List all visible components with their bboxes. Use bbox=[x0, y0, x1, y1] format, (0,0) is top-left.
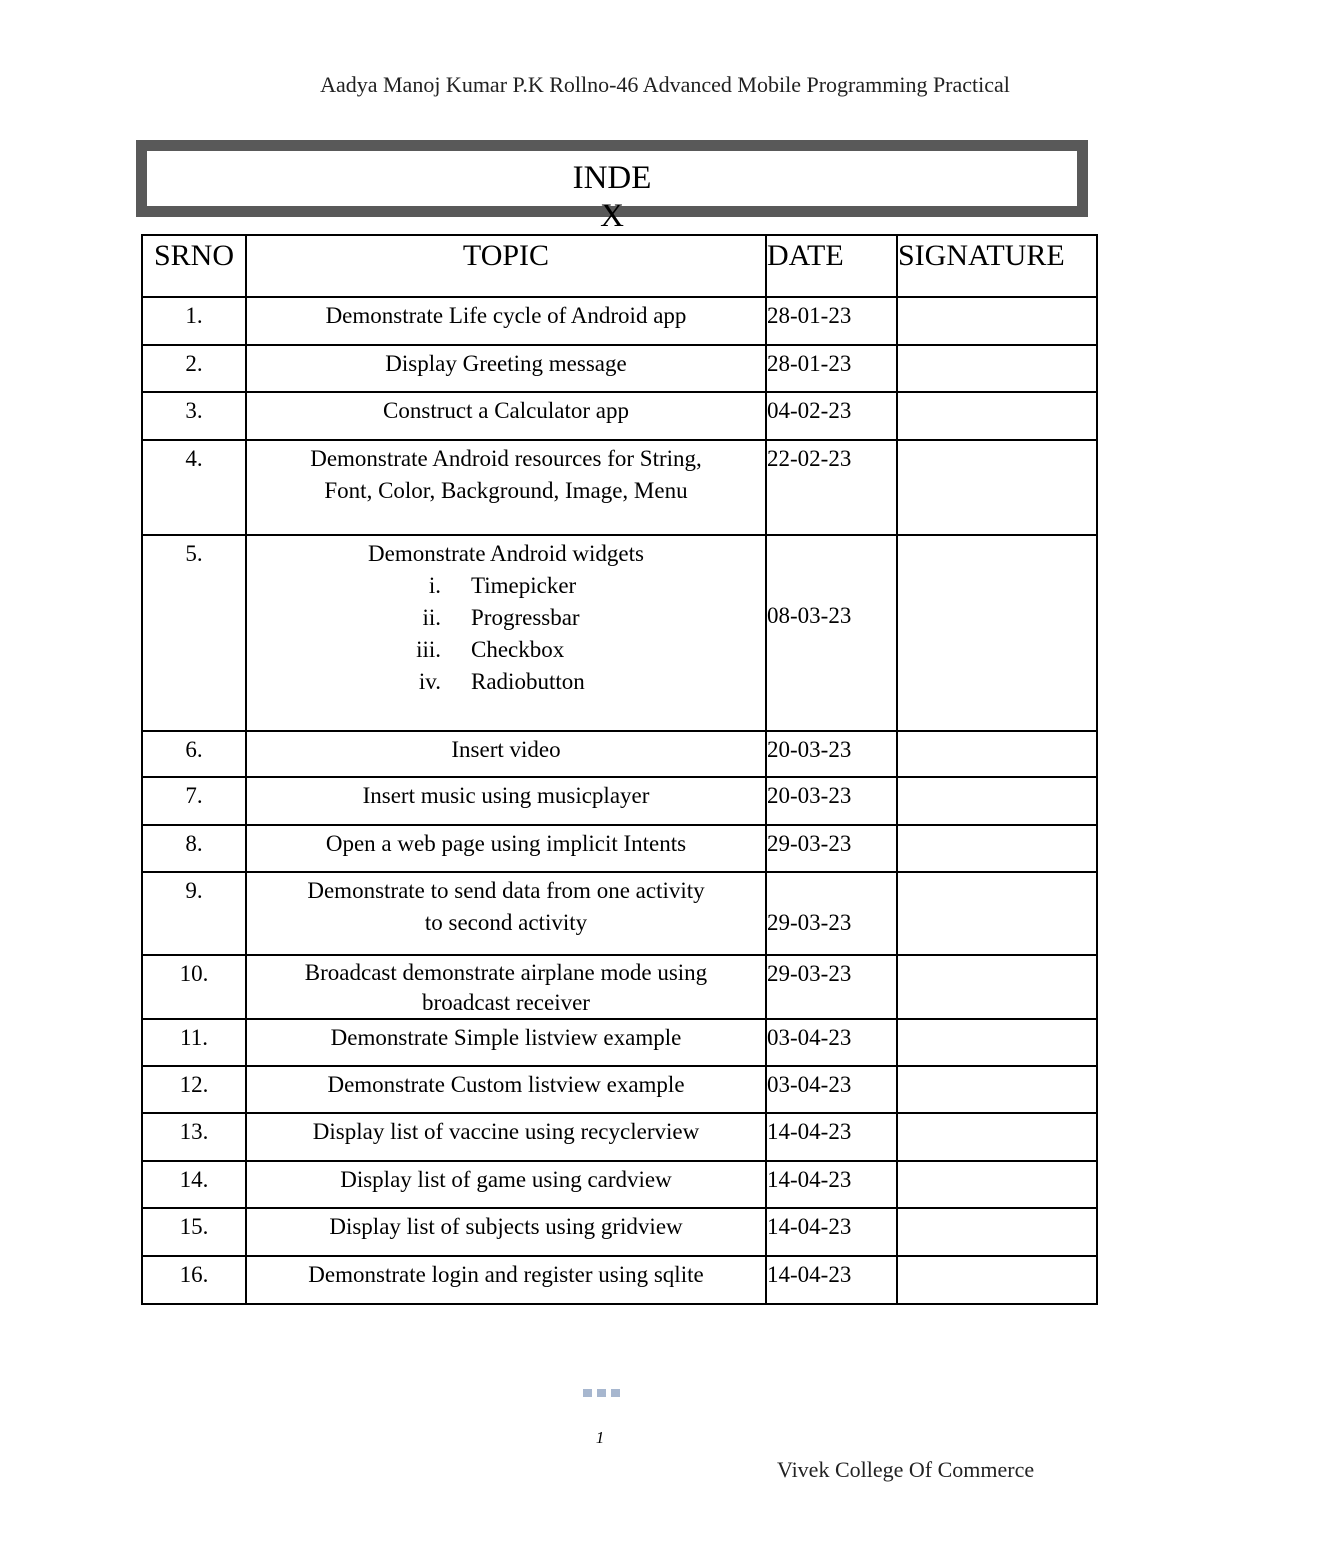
row-date: 14-04-23 bbox=[766, 1208, 897, 1256]
row-signature bbox=[897, 731, 1097, 777]
row-signature bbox=[897, 440, 1097, 535]
college-footer: Vivek College Of Commerce bbox=[777, 1457, 1035, 1482]
row-date: 03-04-23 bbox=[766, 1066, 897, 1113]
row-signature bbox=[897, 1019, 1097, 1066]
table-row bbox=[142, 345, 1097, 392]
header-srno: SRNO bbox=[142, 235, 246, 297]
row-srno: 4. bbox=[142, 440, 246, 535]
row-srno: 15. bbox=[142, 1208, 246, 1256]
row-date: 29-03-23 bbox=[766, 872, 897, 955]
header-topic: TOPIC bbox=[246, 235, 766, 297]
row-srno: 3. bbox=[142, 392, 246, 440]
row-date: 20-03-23 bbox=[766, 777, 897, 825]
row-date: 29-03-23 bbox=[766, 825, 897, 872]
row-topic: Display list of vaccine using recyclerview bbox=[246, 1113, 766, 1161]
row-date: 28-01-23 bbox=[766, 345, 897, 392]
row-srno: 8. bbox=[142, 825, 246, 872]
table-row bbox=[142, 731, 1097, 777]
row-signature bbox=[897, 297, 1097, 345]
list-number: i. bbox=[428, 573, 441, 598]
row-topic: Demonstrate Custom listview example bbox=[246, 1066, 766, 1113]
row-topic-line: Demonstrate Android resources for String, bbox=[310, 446, 702, 471]
row-srno: 2. bbox=[142, 345, 246, 392]
row-signature bbox=[897, 1208, 1097, 1256]
row-signature bbox=[897, 1113, 1097, 1161]
table-row bbox=[142, 1208, 1097, 1256]
table-row bbox=[142, 535, 1097, 731]
row-srno: 12. bbox=[142, 1066, 246, 1113]
row-topic: Construct a Calculator app bbox=[246, 392, 766, 440]
row-topic: Demonstrate login and register using sqlite bbox=[246, 1256, 766, 1304]
list-number: iv. bbox=[418, 669, 441, 694]
list-label: Radiobutton bbox=[471, 669, 585, 694]
row-signature bbox=[897, 345, 1097, 392]
row-topic: Display list of subjects using gridview bbox=[246, 1208, 766, 1256]
row-topic: Insert video bbox=[246, 731, 766, 777]
row-topic bbox=[246, 872, 766, 955]
row-topic-line: Font, Color, Background, Image, Menu bbox=[324, 478, 688, 503]
row-date: 03-04-23 bbox=[766, 1019, 897, 1066]
row-signature bbox=[897, 955, 1097, 1019]
table-row bbox=[142, 872, 1097, 955]
table-row bbox=[142, 1161, 1097, 1208]
row-srno: 7. bbox=[142, 777, 246, 825]
row-topic: Display Greeting message bbox=[246, 345, 766, 392]
row-topic: Demonstrate Simple listview example bbox=[246, 1019, 766, 1066]
widget-list-item bbox=[247, 570, 765, 602]
row-srno: 14. bbox=[142, 1161, 246, 1208]
running-header: Aadya Manoj Kumar P.K Rollno-46 Advanced Mobile Programming Practical bbox=[320, 72, 1010, 97]
row-signature bbox=[897, 1066, 1097, 1113]
row-date: 04-02-23 bbox=[766, 392, 897, 440]
row-signature bbox=[897, 1256, 1097, 1304]
row-topic: Display list of game using cardview bbox=[246, 1161, 766, 1208]
table-row bbox=[142, 1113, 1097, 1161]
row-srno: 6. bbox=[142, 731, 246, 777]
row-topic: Open a web page using implicit Intents bbox=[246, 825, 766, 872]
page-number: 1 bbox=[595, 1428, 605, 1447]
row-date: 22-02-23 bbox=[766, 440, 897, 535]
table-row bbox=[142, 1256, 1097, 1304]
list-number: ii. bbox=[422, 605, 441, 630]
table-row bbox=[142, 777, 1097, 825]
list-label: Timepicker bbox=[471, 573, 577, 598]
row-signature bbox=[897, 825, 1097, 872]
table-row bbox=[142, 1066, 1097, 1113]
row-topic bbox=[246, 440, 766, 535]
row-signature bbox=[897, 392, 1097, 440]
row-signature bbox=[897, 1161, 1097, 1208]
row-signature bbox=[897, 872, 1097, 955]
row-date: 14-04-23 bbox=[766, 1256, 897, 1304]
list-number: iii. bbox=[416, 637, 441, 662]
table-row bbox=[142, 1019, 1097, 1066]
table-header-row bbox=[142, 235, 1097, 297]
row-srno: 9. bbox=[142, 872, 246, 955]
header-signature: SIGNATURE bbox=[897, 235, 1097, 297]
row-topic-line: broadcast receiver bbox=[422, 990, 590, 1015]
row-date: 14-04-23 bbox=[766, 1161, 897, 1208]
row-topic bbox=[246, 955, 766, 1019]
row-date: 20-03-23 bbox=[766, 731, 897, 777]
row-signature bbox=[897, 777, 1097, 825]
row-srno: 16. bbox=[142, 1256, 246, 1304]
index-title: INDE bbox=[572, 160, 652, 196]
widget-list-item bbox=[247, 666, 765, 698]
row-topic: Insert music using musicplayer bbox=[246, 777, 766, 825]
widget-list bbox=[247, 570, 765, 698]
row-topic bbox=[246, 535, 766, 731]
row-srno: 11. bbox=[142, 1019, 246, 1066]
row-srno: 13. bbox=[142, 1113, 246, 1161]
table-row bbox=[142, 297, 1097, 345]
row-srno: 1. bbox=[142, 297, 246, 345]
index-table bbox=[141, 234, 1098, 1305]
row-date: 28-01-23 bbox=[766, 297, 897, 345]
row-topic-line: Demonstrate Android widgets bbox=[368, 541, 644, 566]
header-date: DATE bbox=[766, 235, 897, 297]
table-row bbox=[142, 392, 1097, 440]
separator-dots-icon bbox=[583, 1389, 620, 1397]
row-date: 08-03-23 bbox=[766, 535, 897, 731]
row-topic-line: Broadcast demonstrate airplane mode using bbox=[304, 960, 708, 985]
table-row bbox=[142, 825, 1097, 872]
list-label: Progressbar bbox=[471, 605, 580, 630]
row-srno: 10. bbox=[142, 955, 246, 1019]
index-title-box bbox=[136, 140, 1088, 234]
row-topic: Demonstrate Life cycle of Android app bbox=[246, 297, 766, 345]
table-row bbox=[142, 440, 1097, 535]
row-topic-line: Demonstrate to send data from one activity bbox=[307, 878, 705, 903]
list-label: Checkbox bbox=[471, 637, 565, 662]
widget-list-item bbox=[247, 602, 765, 634]
row-date: 29-03-23 bbox=[766, 955, 897, 1019]
widget-list-item bbox=[247, 634, 765, 666]
index-title-overflow: X bbox=[600, 198, 624, 234]
row-signature bbox=[897, 535, 1097, 731]
row-date: 14-04-23 bbox=[766, 1113, 897, 1161]
row-topic-line: to second activity bbox=[424, 910, 588, 935]
row-srno: 5. bbox=[142, 535, 246, 731]
table-row bbox=[142, 955, 1097, 1019]
